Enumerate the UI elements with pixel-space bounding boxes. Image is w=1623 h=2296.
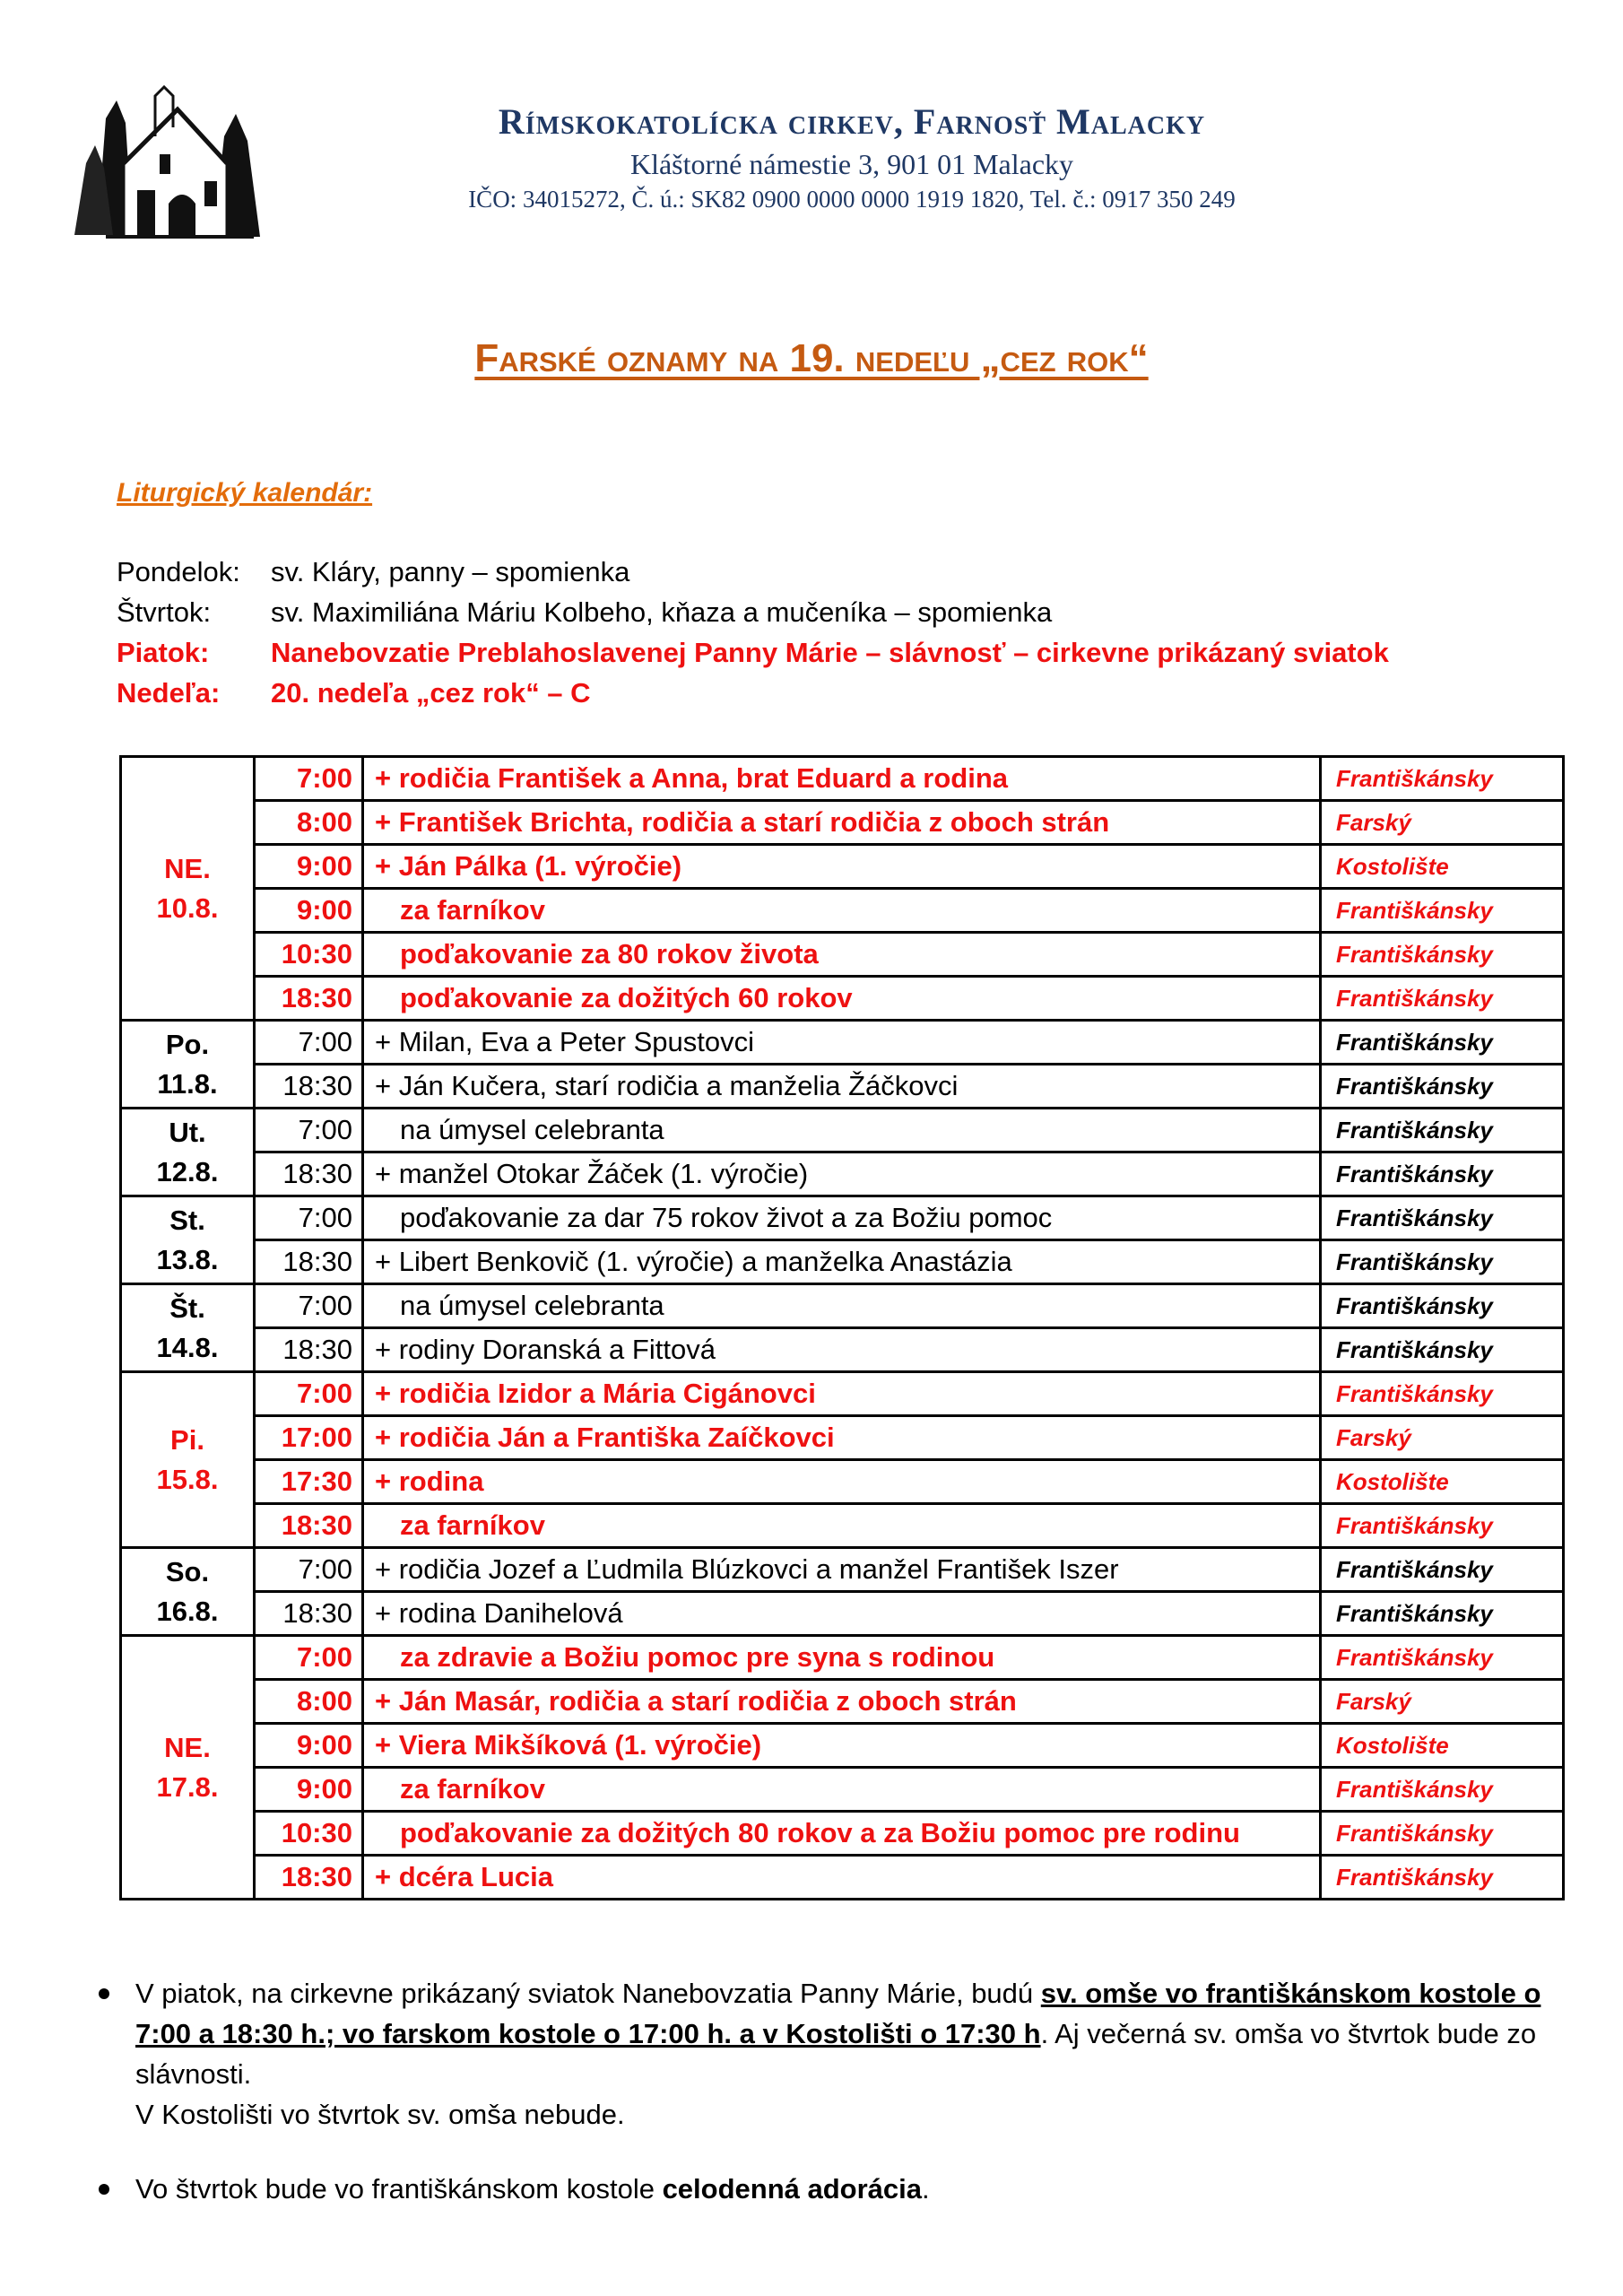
mass-church: Františkánsky	[1321, 1240, 1564, 1284]
mass-intention	[363, 1240, 1321, 1284]
intention-text: + Ján Kučera, starí rodičia a manželia Žáčkovci	[375, 1070, 959, 1101]
mass-church: Františkánsky	[1321, 1372, 1564, 1416]
mass-time: 9:00	[255, 889, 363, 933]
mass-intention	[363, 1856, 1321, 1900]
mass-row	[121, 977, 1564, 1021]
mass-intention	[363, 1021, 1321, 1065]
mass-row	[121, 801, 1564, 845]
mass-intention	[363, 1109, 1321, 1152]
mass-time: 9:00	[255, 1724, 363, 1768]
announcements	[99, 1973, 1551, 2243]
mass-time: 18:30	[255, 1240, 363, 1284]
mass-intention	[363, 1284, 1321, 1328]
mass-intention	[363, 1416, 1321, 1460]
mass-row	[121, 845, 1564, 889]
mass-church: Františkánsky	[1321, 1504, 1564, 1548]
mass-time: 18:30	[255, 1504, 363, 1548]
mass-row	[121, 1328, 1564, 1372]
mass-row	[121, 1768, 1564, 1812]
day-cell	[121, 1021, 255, 1109]
mass-church: Františkánsky	[1321, 1856, 1564, 1900]
intention-text: poďakovanie za dožitých 80 rokov a za Božiu pomoc pre rodinu	[400, 1817, 1240, 1848]
page-title: Farské oznamy na 19. nedeľu „cez rok“	[474, 336, 1149, 380]
mass-row	[121, 757, 1564, 801]
mass-time: 7:00	[255, 1372, 363, 1416]
mass-time: 7:00	[255, 1636, 363, 1680]
day-cell	[121, 1284, 255, 1372]
day-cell	[121, 1109, 255, 1196]
bullet-icon	[99, 1988, 109, 1999]
announcement-item: V piatok, na cirkevne prikázaný sviatok Nanebovzatia Panny Márie, budú sv. omše vo františkánskom kostole o 7:00 a 18:30 h.; vo farskom kostole o 17:00 h. a v Kostolišti o 17:30 h. Aj večerná sv. omša vo štvrtok bude zo slávnosti. V Kostolišti vo štvrtok sv. omša nebude.	[99, 1973, 1551, 2135]
mass-church: Františkánsky	[1321, 1548, 1564, 1592]
mass-church: Kostolište	[1321, 845, 1564, 889]
intention-text: poďakovanie za dožitých 60 rokov	[400, 982, 853, 1013]
mass-row	[121, 933, 1564, 977]
day-date: 17.8.	[156, 1770, 219, 1803]
mass-church: Františkánsky	[1321, 1636, 1564, 1680]
mass-row	[121, 1416, 1564, 1460]
mass-time: 7:00	[255, 1196, 363, 1240]
mass-time: 7:00	[255, 1021, 363, 1065]
mass-row	[121, 1065, 1564, 1109]
mass-time: 8:00	[255, 801, 363, 845]
mass-time: 18:30	[255, 1328, 363, 1372]
mass-row	[121, 1109, 1564, 1152]
mass-church: Františkánsky	[1321, 757, 1564, 801]
mass-time: 18:30	[255, 1856, 363, 1900]
mass-church: Františkánsky	[1321, 1109, 1564, 1152]
mass-church: Františkánsky	[1321, 889, 1564, 933]
day-date: 14.8.	[156, 1331, 219, 1363]
mass-church: Františkánsky	[1321, 1065, 1564, 1109]
mass-church: Farský	[1321, 801, 1564, 845]
mass-intention	[363, 1328, 1321, 1372]
day-date: 12.8.	[156, 1155, 219, 1187]
day-label: Št.	[169, 1292, 205, 1324]
intention-text: na úmysel celebranta	[400, 1290, 664, 1321]
mass-church: Františkánsky	[1321, 1592, 1564, 1636]
day-label: Po.	[165, 1028, 210, 1060]
mass-intention	[363, 1504, 1321, 1548]
day-label: Pi.	[170, 1423, 204, 1456]
bullet-icon	[99, 2184, 109, 2195]
mass-time: 7:00	[255, 757, 363, 801]
mass-row	[121, 1548, 1564, 1592]
mass-intention	[363, 1372, 1321, 1416]
church-logo	[70, 83, 267, 244]
intention-text: + Milan, Eva a Peter Spustovci	[375, 1026, 755, 1057]
mass-church: Františkánsky	[1321, 1328, 1564, 1372]
mass-row	[121, 1680, 1564, 1724]
liturgy-heading: Liturgický kalendár:	[117, 478, 373, 508]
mass-church: Františkánsky	[1321, 1021, 1564, 1065]
intention-text: za farníkov	[400, 1773, 545, 1805]
mass-time: 18:30	[255, 1065, 363, 1109]
day-label: Ut.	[169, 1116, 206, 1148]
mass-intention	[363, 801, 1321, 845]
mass-time: 7:00	[255, 1548, 363, 1592]
mass-time: 18:30	[255, 1152, 363, 1196]
mass-church: Františkánsky	[1321, 977, 1564, 1021]
org-address: Kláštorné námestie 3, 901 01 Malacky	[629, 148, 1074, 180]
mass-church: Františkánsky	[1321, 1768, 1564, 1812]
intention-text: + rodičia Jozef a Ľudmila Blúzkovci a manžel František Iszer	[375, 1553, 1119, 1585]
mass-row	[121, 889, 1564, 933]
mass-intention	[363, 1152, 1321, 1196]
mass-time: 18:30	[255, 1592, 363, 1636]
intention-text: + František Brichta, rodičia a starí rodičia z oboch strán	[375, 806, 1110, 838]
mass-intention	[363, 1592, 1321, 1636]
org-name: Rímskokatolícka cirkev, Farnosť Malacky	[498, 101, 1206, 142]
mass-row	[121, 1372, 1564, 1416]
announcement-item: Vo štvrtok bude vo františkánskom kostole celodenná adorácia.	[99, 2169, 1551, 2209]
mass-time: 9:00	[255, 845, 363, 889]
day-date: 11.8.	[157, 1067, 218, 1100]
mass-intention	[363, 1548, 1321, 1592]
intention-text: + rodičia Ján a Františka Zaíčkovci	[375, 1422, 835, 1453]
mass-intention	[363, 1724, 1321, 1768]
mass-church: Františkánsky	[1321, 1196, 1564, 1240]
mass-intention	[363, 1196, 1321, 1240]
intention-text: + Ján Pálka (1. výročie)	[375, 850, 682, 882]
day-cell	[121, 757, 255, 1021]
mass-time: 17:00	[255, 1416, 363, 1460]
mass-row	[121, 1724, 1564, 1768]
mass-intention	[363, 933, 1321, 977]
mass-row	[121, 1021, 1564, 1065]
intention-text: + rodina	[375, 1465, 484, 1497]
mass-intention	[363, 977, 1321, 1021]
day-label: NE.	[164, 1731, 211, 1763]
mass-church: Františkánsky	[1321, 1284, 1564, 1328]
day-date: 10.8.	[156, 891, 219, 924]
day-cell	[121, 1372, 255, 1548]
mass-row	[121, 1636, 1564, 1680]
intention-text: + Ján Masár, rodičia a starí rodičia z oboch strán	[375, 1685, 1017, 1717]
mass-row	[121, 1284, 1564, 1328]
intention-text: na úmysel celebranta	[400, 1114, 664, 1145]
mass-church: Kostolište	[1321, 1724, 1564, 1768]
day-date: 13.8.	[156, 1243, 219, 1275]
mass-time: 10:30	[255, 1812, 363, 1856]
mass-row	[121, 1856, 1564, 1900]
day-label: So.	[165, 1555, 210, 1587]
intention-text: + rodičia František a Anna, brat Eduard a rodina	[375, 762, 1009, 794]
mass-row	[121, 1196, 1564, 1240]
mass-church: Farský	[1321, 1680, 1564, 1724]
mass-row	[121, 1460, 1564, 1504]
mass-intention	[363, 1460, 1321, 1504]
mass-church: Farský	[1321, 1416, 1564, 1460]
mass-time: 9:00	[255, 1768, 363, 1812]
mass-church: Františkánsky	[1321, 1812, 1564, 1856]
mass-row	[121, 1592, 1564, 1636]
intention-text: + Libert Benkovič (1. výročie) a manželka Anastázia	[375, 1246, 1012, 1277]
mass-schedule-table	[119, 755, 1565, 1900]
mass-row	[121, 1152, 1564, 1196]
mass-time: 10:30	[255, 933, 363, 977]
mass-time: 7:00	[255, 1284, 363, 1328]
mass-row	[121, 1812, 1564, 1856]
mass-intention	[363, 1680, 1321, 1724]
day-date: 15.8.	[156, 1463, 219, 1495]
day-cell	[121, 1196, 255, 1284]
mass-intention	[363, 1812, 1321, 1856]
day-label: NE.	[164, 852, 211, 884]
mass-intention	[363, 757, 1321, 801]
mass-row	[121, 1240, 1564, 1284]
day-cell	[121, 1548, 255, 1636]
intention-text: + Viera Mikšíková (1. výročie)	[375, 1729, 762, 1761]
day-cell	[121, 1636, 255, 1900]
intention-text: + manžel Otokar Žáček (1. výročie)	[375, 1158, 809, 1189]
intention-text: za zdravie a Božiu pomoc pre syna s rodinou	[400, 1641, 995, 1673]
mass-intention	[363, 845, 1321, 889]
day-label: St.	[169, 1204, 205, 1236]
intention-text: poďakovanie za 80 rokov života	[400, 938, 819, 970]
intention-text: + dcéra Lucia	[375, 1861, 554, 1892]
mass-church: Františkánsky	[1321, 1152, 1564, 1196]
mass-intention	[363, 1768, 1321, 1812]
mass-intention	[363, 889, 1321, 933]
mass-time: 17:30	[255, 1460, 363, 1504]
mass-time: 8:00	[255, 1680, 363, 1724]
mass-intention	[363, 1065, 1321, 1109]
mass-church: Františkánsky	[1321, 933, 1564, 977]
mass-row	[121, 1504, 1564, 1548]
day-date: 16.8.	[156, 1595, 219, 1627]
intention-text: za farníkov	[400, 894, 545, 926]
intention-text: + rodiny Doranská a Fittová	[375, 1334, 716, 1365]
intention-text: za farníkov	[400, 1509, 545, 1541]
mass-time: 18:30	[255, 977, 363, 1021]
intention-text: poďakovanie za dar 75 rokov život a za Božiu pomoc	[400, 1202, 1053, 1233]
mass-time: 7:00	[255, 1109, 363, 1152]
org-ids: IČO: 34015272, Č. ú.: SK82 0900 0000 0000 1919 1820, Tel. č.: 0917 350 249	[468, 186, 1236, 213]
intention-text: + rodina Danihelová	[375, 1597, 623, 1629]
mass-church: Kostolište	[1321, 1460, 1564, 1504]
intention-text: + rodičia Izidor a Mária Cigánovci	[375, 1378, 816, 1409]
mass-intention	[363, 1636, 1321, 1680]
